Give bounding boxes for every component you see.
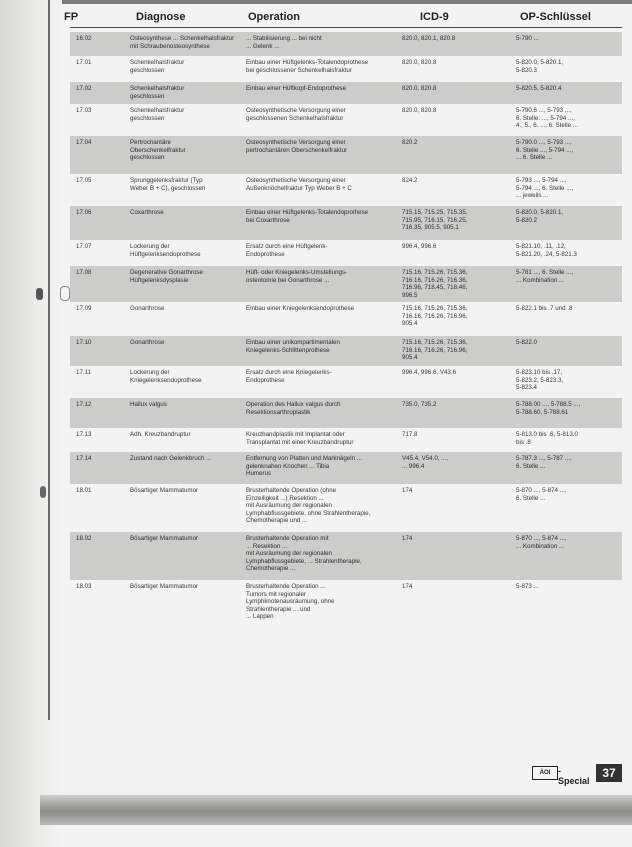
cell-diagnose: Adh. Kreuzbandruptur (130, 431, 191, 438)
cell-icd: 717.8 (402, 431, 418, 438)
header-fp: FP (64, 11, 79, 23)
cell-operation: Ersatz durch eine Hüftgelenk- Endoprothese (246, 243, 328, 258)
binding-line (48, 0, 50, 720)
cell-ops: 5-781 ..., 6. Stelle ..., ... Kombination ... (516, 269, 574, 284)
table-row (70, 240, 622, 266)
cell-ops: 5-870 ..., 5-874 ..., ... Kombination ... (516, 535, 567, 550)
cell-ops: 5-822.0 (516, 339, 537, 346)
cell-diagnose: Schenkelhalsfraktur geschlossen (130, 107, 185, 122)
cell-fp: 17.08 (76, 269, 92, 276)
cell-icd: 715.16, 715.26, 715.36, 716.16, 716.26, 716.36, 716.96, 718.45, 718.46, 996.5 (402, 269, 468, 299)
cell-diagnose: Coxarthrose (130, 209, 164, 216)
cell-diagnose: Zustand nach Gelenkbruch ... (130, 455, 212, 462)
table-row (70, 174, 622, 206)
cell-ops: 5-823.10 bis .17, 5-823.2, 5-823.3, 5-823.4 (516, 369, 564, 392)
cell-diagnose: Bösartiger Mammatumor (130, 583, 199, 590)
cell-ops: 5-790.0 ..., 5-793 ..., 6. Stelle ..., 5-794 ..., ... 6. Stelle ... (516, 139, 574, 162)
cell-fp: 18.01 (76, 487, 92, 494)
cell-fp: 17.14 (76, 455, 92, 462)
cell-diagnose: Gonarthrose (130, 339, 165, 346)
table-row (70, 266, 622, 302)
cell-diagnose: Sprunggelenksfraktur (Typ Weber B + C), geschlossen (130, 177, 206, 192)
cell-fp: 17.02 (76, 85, 92, 92)
table-header (0, 11, 632, 27)
cell-ops: 5-870 ..., 5-874 ..., 6. Stelle ... (516, 487, 567, 502)
cell-diagnose: Gonarthrose (130, 305, 165, 312)
cell-ops: 5-813.0 bis .6, 5-813.0 bis .8 (516, 431, 578, 446)
cell-operation: Osteosynthetische Versorgung einer pertrochantären Oberschenkelfraktur (246, 139, 348, 154)
table-row (70, 452, 622, 484)
cell-fp: 17.11 (76, 369, 92, 376)
cell-diagnose: Pertrochantäre Oberschenkelfraktur geschlossen (130, 139, 186, 162)
table-row (70, 206, 622, 240)
cell-icd: 996.4, 996.6, V43.6 (402, 369, 457, 376)
cell-diagnose: Lockerung der Hüftgelenksendoprothese (130, 243, 201, 258)
cell-diagnose: Degenerative Gonarthrose Hüftgelenksdysplasie (130, 269, 203, 284)
page-number: 37 (596, 764, 622, 782)
cell-ops: 5-873 ... (516, 583, 539, 590)
cell-fp: 17.07 (76, 243, 92, 250)
table-row (70, 336, 622, 366)
cell-diagnose: Schenkelhalsfraktur geschlossen (130, 59, 185, 74)
cell-ops: 5-820.5, 5-820.4 (516, 85, 562, 92)
binding-margin (0, 0, 62, 847)
cell-fp: 17.09 (76, 305, 92, 312)
cell-icd: 174 (402, 487, 413, 494)
table-row (70, 366, 622, 398)
cell-ops: 5-790 ... (516, 35, 539, 42)
table-row (70, 532, 622, 580)
cell-fp: 17.13 (76, 431, 92, 438)
footer-special-label: -Special (558, 766, 590, 786)
cell-ops: 5-822.1 bis .7 und .8 (516, 305, 573, 312)
punch-hole-ring (60, 286, 70, 301)
cell-fp: 17.05 (76, 177, 92, 184)
cell-icd: 820.2 (402, 139, 418, 146)
cell-fp: 17.12 (76, 401, 92, 408)
header-diagnose: Diagnose (136, 11, 186, 23)
table-row (70, 398, 622, 428)
header-icd: ICD-9 (420, 11, 449, 23)
cell-fp: 17.06 (76, 209, 92, 216)
cell-operation: Einbau einer unikompartimentalen Kniegelenks-Schlittenprothese (246, 339, 340, 354)
cell-fp: 17.01 (76, 59, 92, 66)
cell-operation: Einbau einer Hüftgelenks-Totalendoprothese bei Coxarthrose (246, 209, 369, 224)
cell-icd: 820.0, 820.8 (402, 85, 437, 92)
bottom-shadow-band (40, 795, 632, 825)
cell-icd: 735.0, 735.2 (402, 401, 437, 408)
cell-diagnose: Bösartiger Mammatumor (130, 535, 199, 542)
table-row (70, 484, 622, 532)
cell-operation: Brusterhaltende Operation (ohne Einzeiligkeit ...) Resektion ... mit Ausräumung der regionalen Lymphabflussgebiete, ohne Strahlentherapie, Chemotherapie und ... (246, 487, 371, 525)
cell-operation: Operation des Hallux valgus durch Resektionsarthroplastik (246, 401, 341, 416)
cell-operation: Brusterhaltende Operation ... Tumors mit regionaler Lymphknotenausräumung, ohne Strahlentherapie ... und ... Lappen (246, 583, 335, 621)
cell-icd: 824.2 (402, 177, 418, 184)
header-ops: OP-Schlüssel (520, 11, 591, 23)
header-rule (70, 27, 622, 28)
cell-operation: Entfernung von Platten und Marknägeln ... gelenknahen Knochen ... Tibia Humerus (246, 455, 362, 478)
table-row (70, 32, 622, 56)
table-row (70, 56, 622, 82)
cell-fp: 16.02 (76, 35, 92, 42)
cell-icd: 174 (402, 583, 413, 590)
cell-operation: Brusterhaltende Operation mit ... Resektion ... mit Ausräumung der regionalen Lymphabflussgebiete, ... Strahlentherapie, Chemotherapie ... (246, 535, 362, 573)
cell-diagnose: Osteosynthese ... Schenkelhalsfraktur mit Schraubenosteosynthese (130, 35, 235, 50)
cell-fp: 17.04 (76, 139, 92, 146)
cell-ops: 5-788.00 ..., 5-788.5 ..., 5-788.60, 5-788.61 (516, 401, 581, 416)
table-row (70, 82, 622, 104)
cell-ops: 5-821.10, .11, .12, 5-821.20, .24, 5-821.3 (516, 243, 577, 258)
cell-icd: V45.4, V54.0, ..., ... 996.4 (402, 455, 449, 470)
cell-diagnose: Schenkelhalsfraktur geschlossen (130, 85, 185, 100)
cell-icd: 715.16, 715.26, 715.36, 716.16, 716.26, 716.96, 905.4 (402, 305, 468, 328)
cell-diagnose: Hallux valgus (130, 401, 167, 408)
cell-operation: Einbau einer Hüftkopf-Endoprothese (246, 85, 347, 92)
cell-operation: ... Stabilisierung ... bei nicht ... Gelenk ... (246, 35, 322, 50)
cell-diagnose: Lockerung der Kniegelenksendoprothese (130, 369, 202, 384)
cell-diagnose: Bösartiger Mammatumor (130, 487, 199, 494)
cell-ops: 5-790.6 ..., 5-793 ..., 6. Stelle: ..., 5-794 ..., 4., 5., 6. ..., 6. Stelle ... (516, 107, 578, 130)
cell-icd: 820.0, 820.8 (402, 107, 437, 114)
cell-fp: 18.03 (76, 583, 92, 590)
header-operation: Operation (248, 11, 300, 23)
table-row (70, 580, 622, 626)
cell-ops: 5-787.3 ..., 5-787 ..., 6. Stelle ... (516, 455, 572, 470)
journal-logo: ÄOI (532, 766, 558, 780)
cell-operation: Osteosynthetische Versorgung einer geschlossenen Schenkelhalsfraktur (246, 107, 346, 122)
cell-icd: 820.0, 820.1, 820.8 (402, 35, 456, 42)
cell-operation: Einbau einer Hüftgelenks-Totalendoprothese bei geschlossener Schenkelhalsfraktur (246, 59, 369, 74)
cell-ops: 5-820.0, 5-820.1, 5-820.2 (516, 209, 564, 224)
cell-icd: 820.0, 820.8 (402, 59, 437, 66)
cell-operation: Hüft- oder Kniegelenks-Umstellungs- osteotomie bei Gonarthrose ... (246, 269, 348, 284)
cell-operation: Einbau einer Kniegelenksendoprothese (246, 305, 355, 312)
table-row (70, 136, 622, 174)
cell-fp: 17.10 (76, 339, 92, 346)
cell-ops: 5-793 ..., 5-794 ..., 5-794 ..., 6. Stelle ..., ... jeweils ... (516, 177, 574, 200)
cell-icd: 715.16, 715.26, 715.36, 716.16, 716.26, 716.96, 905.4 (402, 339, 468, 362)
cell-ops: 5-820.0, 5-820.1, 5-820.3 (516, 59, 564, 74)
punch-hole-lower (40, 486, 46, 498)
cell-fp: 17.03 (76, 107, 92, 114)
punch-hole-upper (36, 288, 43, 300)
cell-icd: 174 (402, 535, 413, 542)
cell-icd: 996.4, 996.6 (402, 243, 437, 250)
table-row (70, 302, 622, 336)
cell-operation: Ersatz durch eine Kniegelenks- Endoprothese (246, 369, 332, 384)
cell-operation: Osteosynthetische Versorgung einer Außenknöchelfraktur Typ Weber B + C (246, 177, 352, 192)
cell-operation: Kreuzbandplastik mit Implantat oder Transplantat mit einer Kreuzbandruptur (246, 431, 354, 446)
table-row (70, 428, 622, 452)
top-shadow (62, 0, 632, 4)
cell-icd: 715.15, 715.25, 715.35, 715.95, 716.15, 716.25, 716.35, 905.5, 905.1 (402, 209, 468, 232)
cell-fp: 18.02 (76, 535, 92, 542)
table-row (70, 104, 622, 136)
